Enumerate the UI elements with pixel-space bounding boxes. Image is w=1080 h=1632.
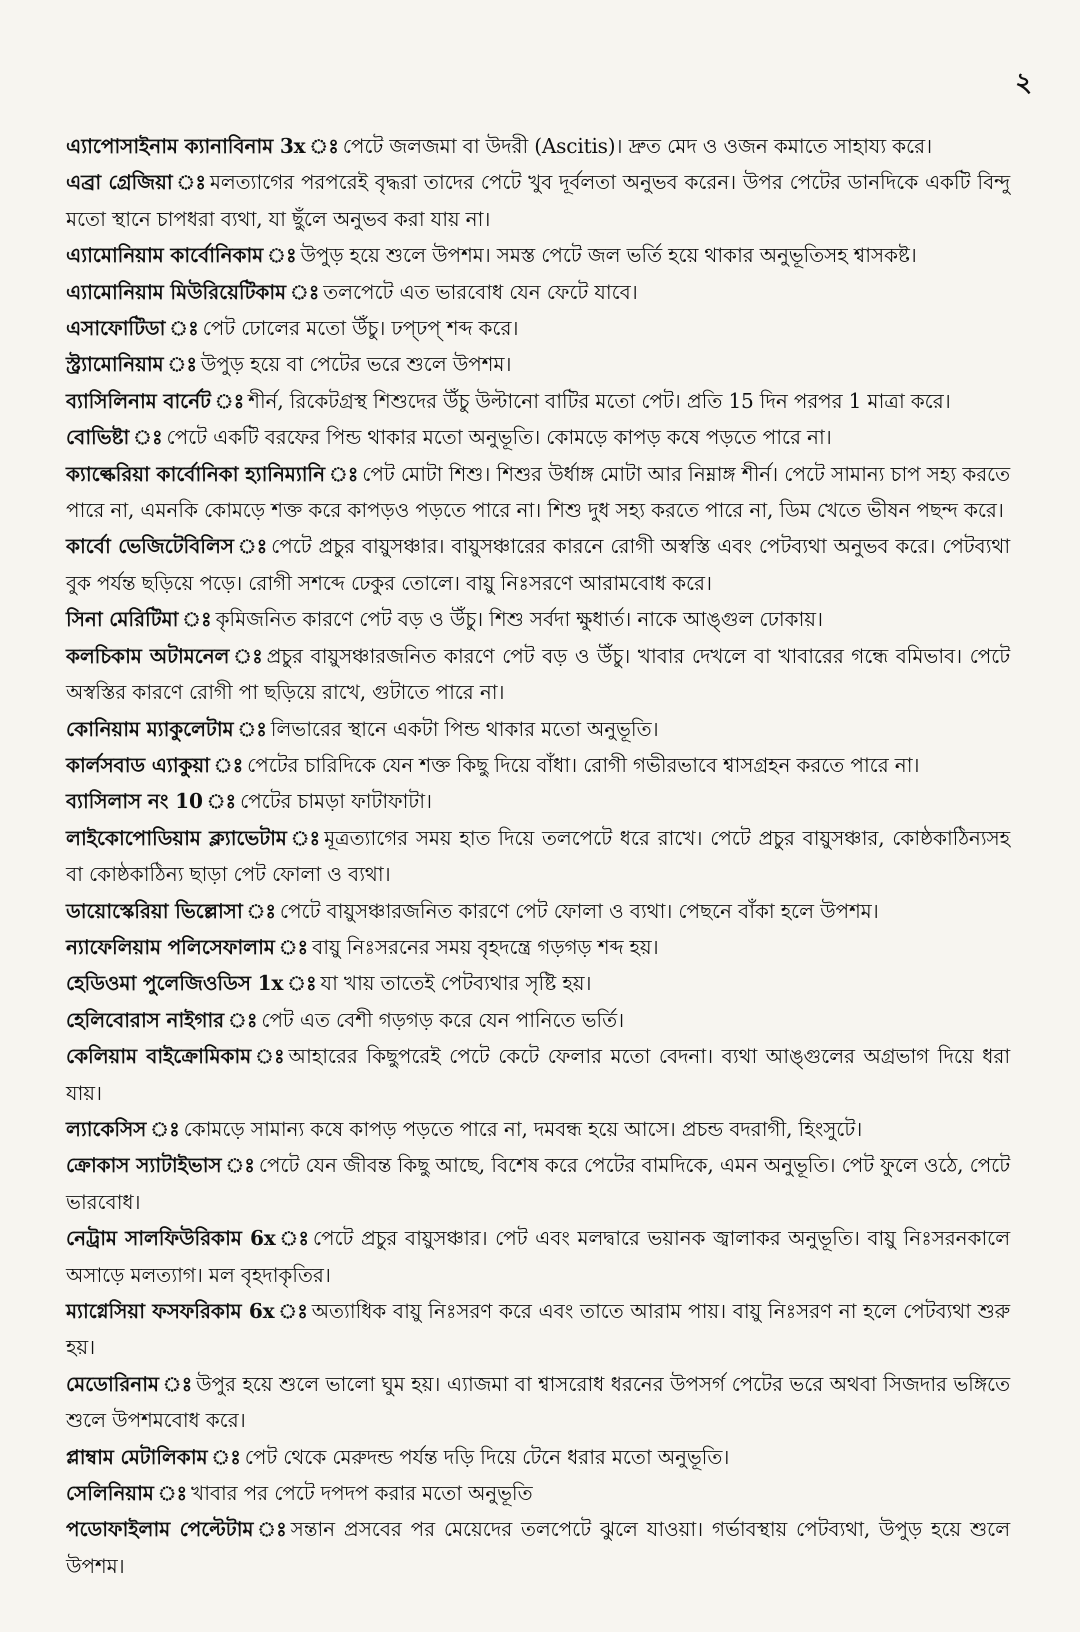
remedy-entry	[66, 783, 1010, 819]
remedy-entry	[66, 1439, 1010, 1475]
separator: ঃ	[133, 425, 163, 450]
page-number: ২	[1015, 68, 1032, 98]
remedy-name: মেডোরিনাম	[66, 1371, 159, 1396]
remedy-description: মূত্রত্যাগের সময় হাত দিয়ে তলপেটে ধরে রাখে। পেটে প্রচুর বায়ুসঞ্চার, কোষ্ঠকাঠিন্যসহ বা কোষ্ঠকাঠিন্য ছাড়া পেট ফোলা ও ব্যথা।	[66, 825, 1010, 887]
separator: ঃ	[182, 607, 212, 632]
remedy-name: ন্যাফেলিয়াম পলিসেফালাম	[66, 934, 275, 959]
remedy-description: খাবার পর পেটে দপদপ করার মতো অনুভূতি	[191, 1481, 533, 1506]
remedy-entry	[66, 893, 1010, 929]
remedy-entry	[66, 1366, 1010, 1439]
remedy-description: পেটে প্রচুর বায়ুসঞ্চার। বায়ুসঞ্চারের কারনে রোগী অস্বস্তি এবং পেটব্যথা অনুভব করে। পেটব্যথা বুক পর্যন্ত ছড়িয়ে পড়ে। রোগী সশব্দে ঢেকুর তোলে। বায়ু নিঃসরণে আরামবোধ করে।	[66, 534, 1011, 595]
separator: ঃ	[328, 461, 359, 486]
remedy-description: কোমড়ে সামান্য কষে কাপড় পড়তে পারে না, দমবন্ধ হয়ে আসে। প্রচন্ড বদরাগী, হিংসুটে।	[183, 1116, 863, 1141]
remedy-description: পেট থেকে মেরুদন্ড পর্যন্ত দড়ি দিয়ে টেনে ধরার মতো অনুভূতি।	[244, 1444, 730, 1469]
separator: ঃ	[278, 1299, 308, 1323]
remedy-name: এ্যাপোসাইনাম ক্যানাবিনাম 3x	[66, 134, 306, 158]
separator: ঃ	[246, 898, 276, 923]
remedy-description: পেটে বায়ুসঞ্চারজনিত কারণে পেট ফোলা ও ব্যথা। পেছনে বাঁকা হলে উপশম।	[279, 898, 879, 923]
remedy-entry	[66, 1511, 1010, 1584]
separator: ঃ	[309, 134, 339, 158]
remedy-name: প্লাম্বাম মেটালিকাম	[66, 1444, 208, 1469]
remedy-name: কার্বো ভেজিটেবিলিস	[66, 534, 234, 559]
remedy-entry	[66, 237, 1010, 273]
separator: ঃ	[225, 1153, 255, 1178]
remedy-entry	[66, 1038, 1010, 1111]
remedy-description: পেট এত বেশী গড়গড় করে যেন পানিতে ভর্তি।	[261, 1007, 624, 1032]
separator: ঃ	[279, 1226, 309, 1251]
separator: ঃ	[169, 316, 199, 341]
remedy-description: পেটে একটি বরফের পিন্ড থাকার মতো অনুভূতি। কোমড়ে কাপড় কষে পড়তে পারে না।	[166, 425, 832, 450]
remedy-name: সেলিনিয়াম	[66, 1481, 154, 1506]
remedy-entry	[66, 601, 1010, 637]
separator: ঃ	[157, 1481, 188, 1506]
remedy-name: কলচিকাম অটামনেল	[66, 643, 230, 668]
remedy-description: বায়ু নিঃসরনের সময় বৃহদন্ত্রে গড়গড় শব্দ হয়।	[312, 934, 659, 959]
remedy-description: তলপেটে এত ভারবোধ যেন ফেটে যাবে।	[323, 279, 638, 304]
remedy-entry	[66, 747, 1010, 783]
remedy-name: কেলিয়াম বাইক্রোমিকাম	[66, 1044, 252, 1069]
remedy-description: মলত্যাগের পরপরেই বৃদ্ধরা তাদের পেটে খুব দূর্বলতা অনুভব করেন। উপর পেটের ডানদিকে একটি বিন্দু মতো স্থানে চাপধরা ব্যথা, যা ছুঁলে অনুভব করা যায় না।	[66, 170, 1010, 231]
remedy-name: ক্যাল্কেরিয়া কার্বোনিকা হ্যানিম্যানি	[66, 461, 325, 486]
remedy-entry	[66, 929, 1010, 965]
remedy-name: হেলিবোরাস নাইগার	[66, 1007, 224, 1032]
separator: ঃ	[206, 789, 237, 814]
remedy-name: এব্রা গ্রেজিয়া	[66, 170, 173, 195]
separator: ঃ	[162, 1371, 193, 1396]
separator: ঃ	[290, 825, 321, 850]
remedy-entry	[66, 419, 1010, 455]
remedy-entry	[66, 820, 1010, 893]
remedy-description: উপুর হয়ে শুলে ভালো ঘুম হয়। এ্যাজমা বা শ্বাসরোধ ধরনের উপসর্গ পেটের ভরে অথবা সিজদার ভঙ্গিতে শুলে উপশমবোধ করে।	[66, 1371, 1010, 1433]
remedy-description: শীর্ন, রিকেটগ্রস্থ শিশুদের উঁচু উল্টানো বাটির মতো পেট। প্রতি 15 দিন পরপর 1 মাত্রা করে।	[248, 388, 951, 413]
remedy-description: আহারের কিছুপরেই পেটে কেটে ফেলার মতো বেদনা। ব্যথা আঙ্গুলের অগ্রভাগ দিয়ে ধরা যায়।	[66, 1044, 1010, 1105]
remedy-entry	[66, 1220, 1010, 1293]
remedy-entry	[66, 1111, 1010, 1147]
remedy-name: ল্যাকেসিস	[66, 1116, 147, 1141]
remedy-entry	[66, 711, 1010, 747]
remedy-name: সিনা মেরিটিমা	[66, 607, 179, 632]
remedy-description: পেট মোটা শিশু। শিশুর উর্ধাঙ্গ মোটা আর নিম্নাঙ্গ শীর্ন। পেটে সামান্য চাপ সহ্য করতে পারে না, এমনকি কোমড়ে শক্ত করে কাপড়ও পড়তে পারে না। শিশু দুধ সহ্য করতে পারে না, ডিম খেতে ভীষন পছন্দ করে।	[66, 461, 1011, 523]
separator: ঃ	[237, 716, 267, 741]
remedy-name: ম্যাগ্নেসিয়া ফসফরিকাম 6x	[66, 1299, 275, 1323]
remedy-entry	[66, 456, 1010, 529]
remedy-name: নেট্রাম সালফিউরিকাম 6x	[66, 1226, 276, 1251]
remedy-entry	[66, 274, 1010, 310]
separator: ঃ	[233, 643, 263, 668]
remedy-entry	[66, 383, 1010, 419]
separator: ঃ	[278, 934, 309, 959]
remedy-description: পেটের চামড়া ফাটাফাটা।	[240, 789, 432, 814]
remedy-description: কৃমিজনিত কারণে পেট বড় ও উঁচু। শিশু সর্বদা ক্ষুধার্ত। নাকে আঙ্গুল ঢোকায়।	[215, 607, 823, 632]
remedy-entry	[66, 164, 1010, 237]
separator: ঃ	[214, 388, 245, 413]
remedy-entry	[66, 1147, 1010, 1220]
separator: ঃ	[211, 1444, 241, 1469]
remedy-entry	[66, 528, 1010, 601]
remedy-name: এ্যামোনিয়াম কার্বোনিকাম	[66, 243, 264, 268]
remedy-name: পডোফাইলাম পেল্টেটাম	[66, 1517, 254, 1542]
remedy-name: স্ট্র্যামোনিয়াম	[66, 352, 164, 377]
remedy-entry	[66, 1293, 1010, 1366]
remedy-entry	[66, 310, 1010, 346]
remedy-entry	[66, 965, 1010, 1001]
remedy-description: উপুড় হয়ে বা পেটের ভরে শুলে উপশম।	[200, 352, 512, 377]
remedy-description: লিভারের স্থানে একটা পিন্ড থাকার মতো অনুভূতি।	[270, 716, 659, 741]
separator: ঃ	[289, 279, 320, 304]
separator: ঃ	[287, 971, 317, 996]
separator: ঃ	[255, 1044, 285, 1069]
remedy-name: হেডিওমা পুলেজিওডিস 1x	[66, 971, 284, 996]
remedy-description: যা খায় তাতেই পেটব্যথার সৃষ্টি হয়।	[320, 971, 592, 996]
remedy-name: এ্যামোনিয়াম মিউরিয়েটিকাম	[66, 279, 286, 304]
remedy-list	[66, 128, 1010, 1584]
separator: ঃ	[167, 352, 197, 377]
remedy-entry	[66, 346, 1010, 382]
remedy-name: বোভিষ্টা	[66, 425, 130, 450]
remedy-description: উপুড় হয়ে শুলে উপশম। সমস্ত পেটে জল ভর্তি হয়ে থাকার অনুভূতিসহ শ্বাসকষ্ট।	[300, 243, 917, 268]
remedy-description: প্রচুর বায়ুসঞ্চারজনিত কারণে পেট বড় ও উঁচু। খাবার দেখলে বা খাবারের গন্ধে বমিভাব। পেটে অস্বস্তির কারণে রোগী পা ছড়িয়ে রাখে, গুটাতে পারে না।	[66, 643, 1010, 705]
remedy-description: অত্যাধিক বায়ু নিঃসরণ করে এবং তাতে আরাম পায়। বায়ু নিঃসরণ না হলে পেটব্যথা শুরু হয়।	[66, 1299, 1010, 1360]
remedy-description: পেটের চারিদিকে যেন শক্ত কিছু দিয়ে বাঁধা। রোগী গভীরভাবে শ্বাসগ্রহন করতে পারে না।	[247, 752, 920, 777]
remedy-name: ব্যাসিলাস নং 10	[66, 789, 203, 814]
remedy-entry	[66, 128, 1010, 164]
separator: ঃ	[257, 1517, 287, 1542]
remedy-description: সন্তান প্রসবের পর মেয়েদের তলপেটে ঝুলে যাওয়া। গর্ভাবস্থায় পেটব্যথা, উপুড় হয়ে শুলে উপশম।	[66, 1517, 1010, 1578]
remedy-name: কার্লসবাড এ্যাকুয়া	[66, 752, 210, 777]
remedy-description: পেটে প্রচুর বায়ুসঞ্চার। পেট এবং মলদ্বারে ভয়ানক জ্বালাকর অনুভূতি। বায়ু নিঃসরনকালে অসাড়ে মলত্যাগ। মল বৃহদাকৃতির।	[66, 1226, 1010, 1287]
separator: ঃ	[237, 534, 268, 559]
remedy-name: এসাফোটিডা	[66, 316, 166, 341]
remedy-name: লাইকোপোডিয়াম ক্ল্যাভেটাম	[66, 825, 287, 850]
remedy-description: পেট ঢোলের মতো উঁচু। ঢপ্‌ঢপ্‌ শব্দ করে।	[202, 316, 519, 341]
remedy-entry	[66, 1002, 1010, 1038]
separator: ঃ	[228, 1007, 258, 1032]
separator: ঃ	[267, 243, 297, 268]
remedy-name: কোনিয়াম ম্যাকুলেটাম	[66, 716, 234, 741]
remedy-description: পেটে জলজমা বা উদরী (Ascitis)। দ্রুত মেদ ও ওজন কমাতে সাহায্য করে।	[342, 134, 932, 158]
separator: ঃ	[176, 170, 206, 195]
remedy-name: ডায়োস্কেরিয়া ভিল্লোসা	[66, 898, 243, 923]
separator: ঃ	[150, 1116, 180, 1141]
separator: ঃ	[213, 752, 244, 777]
remedy-name: ক্রোকাস স্যাটাইভাস	[66, 1153, 222, 1178]
remedy-name: ব্যাসিলিনাম বার্নেট	[66, 388, 211, 413]
remedy-entry	[66, 1475, 1010, 1511]
remedy-description: পেটে যেন জীবন্ত কিছু আছে, বিশেষ করে পেটের বামদিকে, এমন অনুভূতি। পেট ফুলে ওঠে, পেটে ভারবোধ।	[66, 1153, 1010, 1214]
remedy-entry	[66, 638, 1010, 711]
